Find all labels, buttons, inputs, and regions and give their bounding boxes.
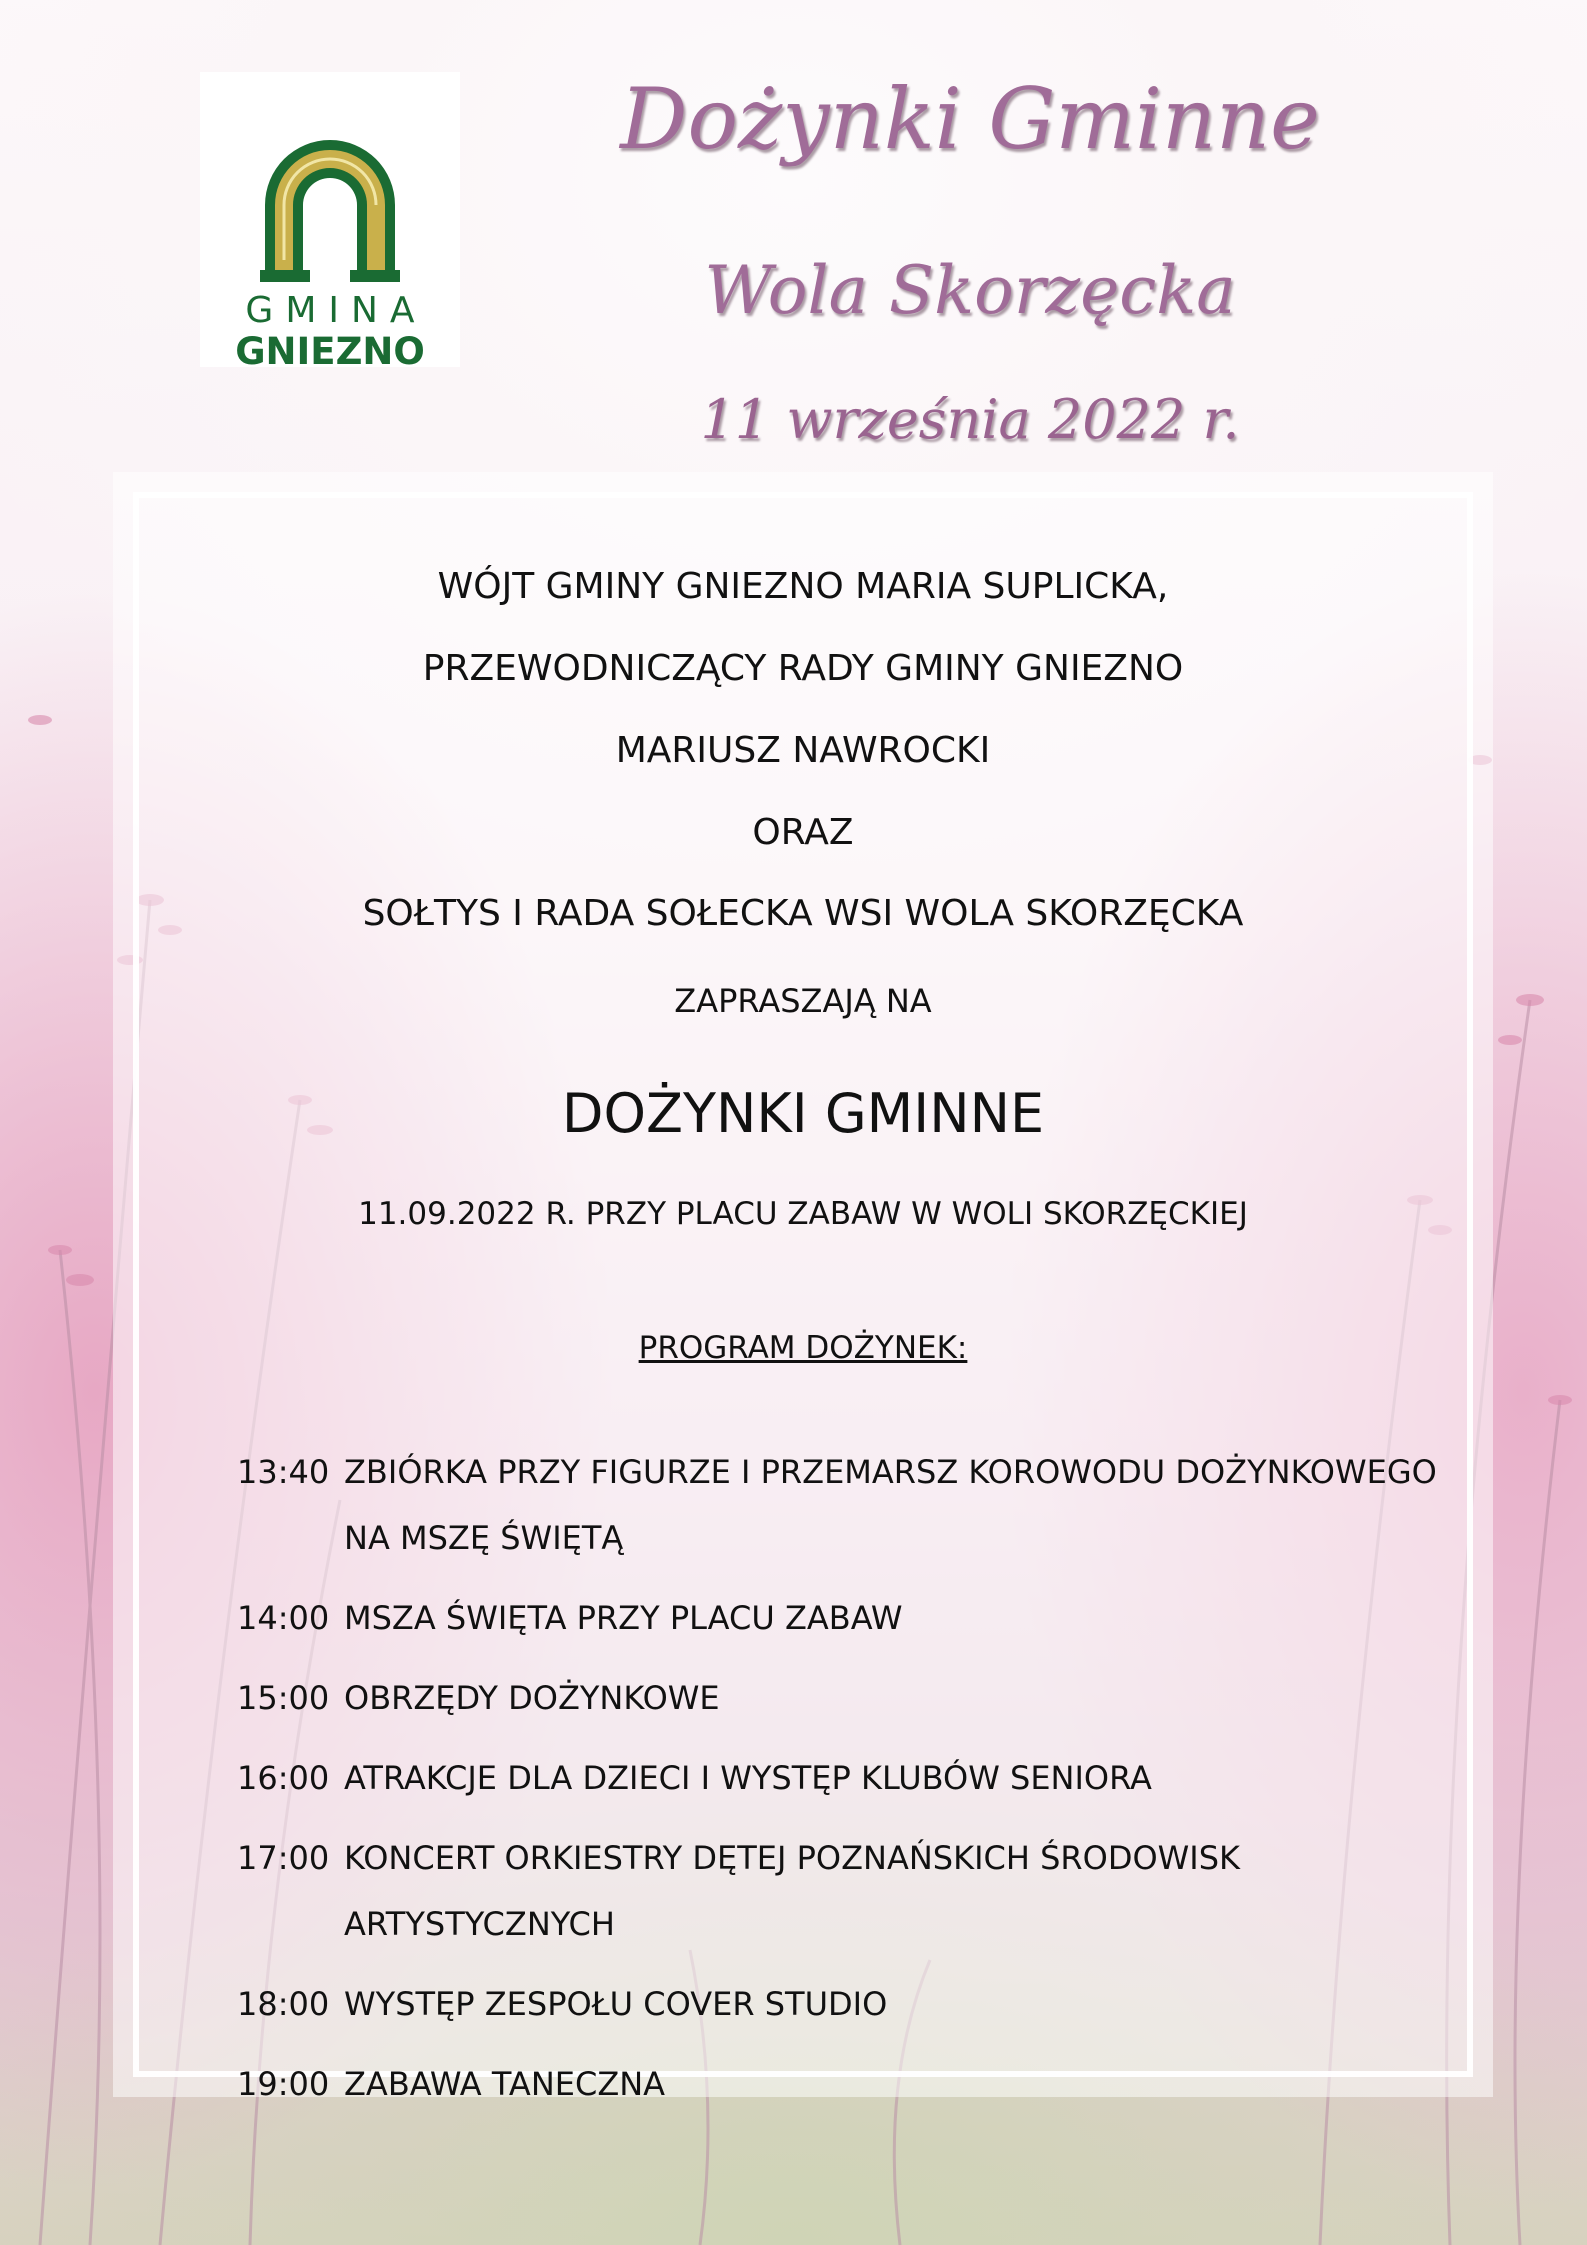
logo-line-gmina: GMINA: [245, 290, 427, 331]
gmina-gniezno-logo: [200, 72, 460, 373]
invitation-line-5: SOŁTYS I RADA SOŁECKA WSI WOLA SKORZĘCKA: [362, 893, 1244, 934]
program-desc: MSZA ŚWIĘTA PRZY PLACU ZABAW: [344, 1599, 903, 1637]
event-date: 11 września 2022 r.: [700, 388, 1240, 451]
page-title: Dożynki Gminne: [620, 70, 1320, 168]
program-time: 18:00: [237, 1985, 330, 2023]
page-subtitle: Wola Skorzęcka: [704, 252, 1236, 329]
invitation-line-6: ZAPRASZAJĄ NA: [674, 982, 932, 1020]
event-date-place: 11.09.2022 R. PRZY PLACU ZABAW W WOLI SKORZĘCKIEJ: [358, 1196, 1248, 1232]
program-item: [237, 1838, 1477, 1957]
program-time: 16:00: [237, 1759, 330, 1797]
logo-line-gniezno: GNIEZNO: [235, 330, 425, 373]
program-item: [237, 1758, 1477, 1811]
program-time: 13:40: [237, 1453, 330, 1491]
program-time: 14:00: [237, 1599, 330, 1637]
program-desc: OBRZĘDY DOŻYNKOWE: [344, 1679, 720, 1717]
invitation-line-1: WÓJT GMINY GNIEZNO MARIA SUPLICKA,: [437, 566, 1169, 607]
program-desc: ZABAWA TANECZNA: [344, 2065, 666, 2103]
program-item: [237, 1598, 1477, 1651]
program-item: [237, 2064, 1477, 2117]
horseshoe-wheat-icon: [235, 110, 425, 285]
event-name: DOŻYNKI GMINNE: [561, 1082, 1045, 1145]
program-desc: ATRAKCJE DLA DZIECI I WYSTĘP KLUBÓW SENIORA: [344, 1759, 1152, 1797]
invitation-line-2: PRZEWODNICZĄCY RADY GMINY GNIEZNO: [422, 648, 1184, 689]
program-desc: KONCERT ORKIESTRY DĘTEJ POZNAŃSKICH ŚRODOWISK ARTYSTYCZNYCH: [344, 1839, 1241, 1943]
program-item: [237, 1678, 1477, 1731]
invitation-line-4: ORAZ: [752, 812, 854, 853]
program-desc: WYSTĘP ZESPOŁU COVER STUDIO: [344, 1985, 888, 2023]
program-list: [237, 1452, 1477, 2144]
program-time: 15:00: [237, 1679, 330, 1717]
program-time: 19:00: [237, 2065, 330, 2103]
program-time: 17:00: [237, 1839, 330, 1877]
program-desc: ZBIÓRKA PRZY FIGURZE I PRZEMARSZ KOROWODU DOŻYNKOWEGO NA MSZĘ ŚWIĘTĄ: [344, 1453, 1437, 1557]
program-heading: PROGRAM DOŻYNEK:: [638, 1330, 968, 1366]
program-item: [237, 1984, 1477, 2037]
invitation-line-3: MARIUSZ NAWROCKI: [615, 730, 991, 771]
program-item: [237, 1452, 1477, 1571]
